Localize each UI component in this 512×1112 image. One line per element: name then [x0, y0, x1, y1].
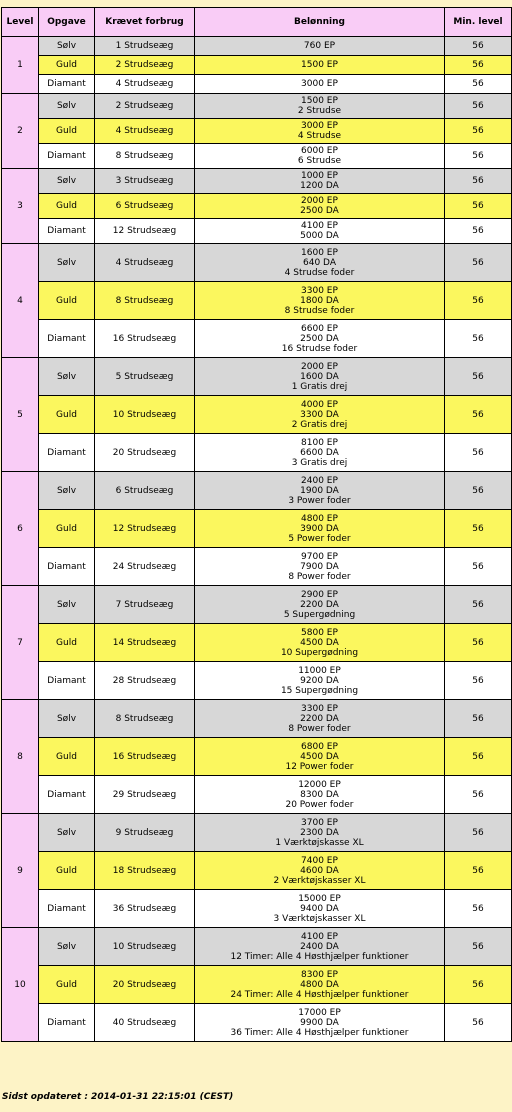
reward-line: 6600 DA: [300, 447, 339, 458]
task-cell: Diamant: [39, 890, 95, 928]
cost-cell: 5 Strudseæg: [95, 358, 195, 396]
reward-line: 4100 EP: [301, 221, 338, 231]
level-cell: 5: [2, 358, 39, 472]
reward-line: 2 Strudse: [297, 106, 342, 116]
reward-line: 4500 DA: [300, 637, 339, 648]
cost-cell: 10 Strudseæg: [95, 928, 195, 966]
table-row: [2, 396, 512, 434]
min-level-cell: 56: [445, 94, 512, 119]
reward-cell: [195, 194, 445, 219]
cost-cell: 36 Strudseæg: [95, 890, 195, 928]
reward-line: 3 Værktøjskasser XL: [273, 913, 366, 924]
reward-line: 6800 EP: [301, 741, 338, 752]
table-row: [2, 75, 512, 94]
reward-cell: [195, 852, 445, 890]
task-cell: Guld: [39, 624, 95, 662]
cost-cell: 4 Strudseæg: [95, 75, 195, 94]
task-cell: Diamant: [39, 144, 95, 169]
reward-line: 8300 EP: [301, 969, 338, 980]
reward-cell: [195, 434, 445, 472]
reward-line: 15000 EP: [298, 893, 341, 904]
cost-cell: 20 Strudseæg: [95, 966, 195, 1004]
task-cell: Guld: [39, 966, 95, 1004]
reward-line: 8 Power foder: [288, 571, 351, 582]
table-row: [2, 814, 512, 852]
reward-cell: [195, 396, 445, 434]
last-updated: Sidst opdateret : 2014-01-31 22:15:01 (CEST): [2, 1092, 234, 1102]
min-level-cell: 56: [445, 662, 512, 700]
reward-cell: [195, 510, 445, 548]
reward-line: 7900 DA: [300, 561, 339, 572]
cost-cell: 7 Strudseæg: [95, 586, 195, 624]
cost-cell: 2 Strudseæg: [95, 56, 195, 75]
min-level-cell: 56: [445, 890, 512, 928]
reward-line: 9400 DA: [300, 903, 339, 914]
cost-cell: 24 Strudseæg: [95, 548, 195, 586]
table-row: [2, 624, 512, 662]
min-level-cell: 56: [445, 244, 512, 282]
reward-line: 1500 EP: [301, 60, 338, 70]
cost-cell: 8 Strudseæg: [95, 144, 195, 169]
cost-cell: 8 Strudseæg: [95, 282, 195, 320]
task-cell: Sølv: [39, 244, 95, 282]
min-level-cell: 56: [445, 928, 512, 966]
reward-line: 16 Strudse foder: [281, 343, 358, 354]
cost-cell: 28 Strudseæg: [95, 662, 195, 700]
reward-line: 6600 EP: [301, 323, 338, 334]
min-level-cell: 56: [445, 194, 512, 219]
reward-cell: [195, 37, 445, 56]
level-cell: 8: [2, 700, 39, 814]
min-level-cell: 56: [445, 966, 512, 1004]
reward-cell: [195, 738, 445, 776]
table-row: [2, 94, 512, 119]
reward-line: 24 Timer: Alle 4 Høsthjælper funktioner: [230, 989, 409, 1000]
task-cell: Sølv: [39, 37, 95, 56]
task-cell: Guld: [39, 119, 95, 144]
min-level-cell: 56: [445, 37, 512, 56]
task-cell: Diamant: [39, 320, 95, 358]
reward-line: 12000 EP: [298, 779, 341, 790]
reward-cell: [195, 244, 445, 282]
min-level-cell: 56: [445, 320, 512, 358]
min-level-cell: 56: [445, 738, 512, 776]
cost-cell: 12 Strudseæg: [95, 219, 195, 244]
reward-line: 1 Gratis drej: [291, 381, 348, 392]
task-cell: Diamant: [39, 548, 95, 586]
table-body: [2, 37, 512, 1042]
reward-line: 3300 EP: [301, 703, 338, 714]
min-level-cell: 56: [445, 219, 512, 244]
reward-line: 36 Timer: Alle 4 Høsthjælper funktioner: [230, 1027, 409, 1038]
reward-cell: [195, 624, 445, 662]
table-row: [2, 169, 512, 194]
reward-line: 2000 EP: [301, 361, 338, 372]
min-level-cell: 56: [445, 700, 512, 738]
reward-cell: [195, 358, 445, 396]
cost-cell: 6 Strudseæg: [95, 472, 195, 510]
min-level-cell: 56: [445, 624, 512, 662]
header-cost: Krævet forbrug: [95, 8, 195, 37]
reward-cell: [195, 890, 445, 928]
cost-cell: 4 Strudseæg: [95, 119, 195, 144]
table-row: [2, 776, 512, 814]
reward-line: 8300 DA: [300, 789, 339, 800]
cost-cell: 2 Strudseæg: [95, 94, 195, 119]
reward-line: 2 Gratis drej: [291, 419, 348, 430]
reward-line: 3900 DA: [300, 523, 339, 534]
reward-line: 4800 EP: [301, 513, 338, 524]
table-row: [2, 144, 512, 169]
task-cell: Sølv: [39, 169, 95, 194]
reward-line: 3700 EP: [301, 817, 338, 828]
reward-cell: [195, 56, 445, 75]
min-level-cell: 56: [445, 472, 512, 510]
reward-cell: [195, 282, 445, 320]
table-row: [2, 738, 512, 776]
cost-cell: 20 Strudseæg: [95, 434, 195, 472]
reward-line: 3000 EP: [301, 121, 338, 131]
min-level-cell: 56: [445, 119, 512, 144]
reward-cell: [195, 814, 445, 852]
reward-line: 8100 EP: [301, 437, 338, 448]
task-cell: Guld: [39, 852, 95, 890]
reward-line: 12 Timer: Alle 4 Høsthjælper funktioner: [230, 951, 409, 962]
table-row: [2, 928, 512, 966]
task-cell: Guld: [39, 194, 95, 219]
reward-line: 3300 DA: [300, 409, 339, 420]
reward-line: 11000 EP: [298, 665, 341, 676]
task-cell: Diamant: [39, 662, 95, 700]
task-cell: Sølv: [39, 358, 95, 396]
min-level-cell: 56: [445, 814, 512, 852]
table-row: [2, 700, 512, 738]
reward-cell: [195, 320, 445, 358]
reward-line: 8 Power foder: [288, 723, 351, 734]
table-row: [2, 966, 512, 1004]
reward-line: 6000 EP: [301, 146, 338, 156]
task-cell: Guld: [39, 510, 95, 548]
reward-line: 2900 EP: [301, 589, 338, 600]
task-cell: Sølv: [39, 700, 95, 738]
reward-cell: [195, 219, 445, 244]
reward-cell: [195, 776, 445, 814]
reward-line: 1500 EP: [301, 96, 338, 106]
reward-line: 12 Power foder: [285, 761, 354, 772]
reward-cell: [195, 586, 445, 624]
min-level-cell: 56: [445, 396, 512, 434]
reward-cell: [195, 662, 445, 700]
min-level-cell: 56: [445, 1004, 512, 1042]
reward-line: 2 Værktøjskasser XL: [273, 875, 366, 886]
reward-line: 1200 DA: [300, 181, 339, 191]
reward-line: 4600 DA: [300, 865, 339, 876]
task-cell: Sølv: [39, 586, 95, 624]
header-row: [2, 8, 512, 37]
cost-cell: 14 Strudseæg: [95, 624, 195, 662]
table-row: [2, 662, 512, 700]
reward-line: 4100 EP: [301, 931, 338, 942]
reward-line: 5 Supergødning: [283, 609, 356, 620]
reward-cell: [195, 700, 445, 738]
reward-line: 5000 DA: [300, 231, 339, 241]
reward-line: 1600 EP: [301, 247, 338, 258]
reward-line: 20 Power foder: [285, 799, 354, 810]
reward-line: 2500 DA: [300, 206, 339, 216]
reward-line: 1 Værktøjskasse XL: [275, 837, 364, 848]
reward-line: 640 DA: [303, 257, 336, 268]
cost-cell: 3 Strudseæg: [95, 169, 195, 194]
reward-line: 1800 DA: [300, 295, 339, 306]
task-cell: Sølv: [39, 928, 95, 966]
min-level-cell: 56: [445, 776, 512, 814]
reward-line: 10 Supergødning: [280, 647, 359, 658]
table-row: [2, 1004, 512, 1042]
reward-line: 17000 EP: [298, 1007, 341, 1018]
reward-line: 1600 DA: [300, 371, 339, 382]
min-level-cell: 56: [445, 358, 512, 396]
min-level-cell: 56: [445, 169, 512, 194]
cost-cell: 16 Strudseæg: [95, 320, 195, 358]
cost-cell: 40 Strudseæg: [95, 1004, 195, 1042]
reward-line: 3 Power foder: [288, 495, 351, 506]
cost-cell: 12 Strudseæg: [95, 510, 195, 548]
task-cell: Diamant: [39, 75, 95, 94]
reward-line: 4800 DA: [300, 979, 339, 990]
level-cell: 2: [2, 94, 39, 169]
task-cell: Guld: [39, 738, 95, 776]
cost-cell: 6 Strudseæg: [95, 194, 195, 219]
reward-cell: [195, 928, 445, 966]
reward-line: 3300 EP: [301, 285, 338, 296]
reward-table-container: [1, 7, 512, 1042]
reward-cell: [195, 472, 445, 510]
table-row: [2, 586, 512, 624]
reward-cell: [195, 1004, 445, 1042]
cost-cell: 4 Strudseæg: [95, 244, 195, 282]
reward-table: [1, 7, 512, 1042]
reward-line: 9700 EP: [301, 551, 338, 562]
reward-line: 8 Strudse foder: [284, 305, 355, 316]
min-level-cell: 56: [445, 434, 512, 472]
task-cell: Sølv: [39, 814, 95, 852]
reward-line: 2200 DA: [300, 599, 339, 610]
table-row: [2, 282, 512, 320]
level-cell: 1: [2, 37, 39, 94]
task-cell: Guld: [39, 56, 95, 75]
reward-line: 4 Strudse foder: [284, 267, 355, 278]
cost-cell: 29 Strudseæg: [95, 776, 195, 814]
table-row: [2, 358, 512, 396]
reward-cell: [195, 94, 445, 119]
reward-line: 2400 DA: [300, 941, 339, 952]
task-cell: Diamant: [39, 434, 95, 472]
reward-line: 5 Power foder: [288, 533, 351, 544]
cost-cell: 8 Strudseæg: [95, 700, 195, 738]
reward-line: 3 Gratis drej: [291, 457, 348, 468]
reward-line: 4500 DA: [300, 751, 339, 762]
table-row: [2, 56, 512, 75]
task-cell: Sølv: [39, 94, 95, 119]
min-level-cell: 56: [445, 144, 512, 169]
task-cell: Diamant: [39, 219, 95, 244]
reward-cell: [195, 169, 445, 194]
reward-cell: [195, 548, 445, 586]
reward-cell: [195, 966, 445, 1004]
reward-line: 1900 DA: [300, 485, 339, 496]
table-row: [2, 890, 512, 928]
table-row: [2, 37, 512, 56]
cost-cell: 9 Strudseæg: [95, 814, 195, 852]
min-level-cell: 56: [445, 586, 512, 624]
min-level-cell: 56: [445, 548, 512, 586]
header-min-level: Min. level: [445, 8, 512, 37]
reward-line: 2000 EP: [301, 196, 338, 206]
cost-cell: 10 Strudseæg: [95, 396, 195, 434]
task-cell: Diamant: [39, 1004, 95, 1042]
level-cell: 7: [2, 586, 39, 700]
reward-line: 2300 DA: [300, 827, 339, 838]
reward-line: 4 Strudse: [297, 131, 342, 141]
min-level-cell: 56: [445, 282, 512, 320]
reward-line: 15 Supergødning: [280, 685, 359, 696]
table-row: [2, 434, 512, 472]
header-reward: Belønning: [195, 8, 445, 37]
header-level: Level: [2, 8, 39, 37]
reward-line: 9200 DA: [300, 675, 339, 686]
task-cell: Sølv: [39, 472, 95, 510]
task-cell: Guld: [39, 396, 95, 434]
min-level-cell: 56: [445, 510, 512, 548]
reward-line: 2400 EP: [301, 475, 338, 486]
min-level-cell: 56: [445, 56, 512, 75]
cost-cell: 16 Strudseæg: [95, 738, 195, 776]
reward-line: 6 Strudse: [297, 156, 342, 166]
level-cell: 9: [2, 814, 39, 928]
table-row: [2, 194, 512, 219]
min-level-cell: 56: [445, 852, 512, 890]
level-cell: 3: [2, 169, 39, 244]
task-cell: Diamant: [39, 776, 95, 814]
table-row: [2, 548, 512, 586]
reward-cell: [195, 119, 445, 144]
reward-cell: [195, 75, 445, 94]
table-row: [2, 852, 512, 890]
reward-cell: [195, 144, 445, 169]
reward-line: 1000 EP: [301, 171, 338, 181]
reward-line: 9900 DA: [300, 1017, 339, 1028]
table-row: [2, 472, 512, 510]
table-row: [2, 219, 512, 244]
level-cell: 6: [2, 472, 39, 586]
cost-cell: 1 Strudseæg: [95, 37, 195, 56]
min-level-cell: 56: [445, 75, 512, 94]
level-cell: 10: [2, 928, 39, 1042]
table-row: [2, 320, 512, 358]
reward-line: 3000 EP: [301, 79, 338, 89]
task-cell: Guld: [39, 282, 95, 320]
cost-cell: 18 Strudseæg: [95, 852, 195, 890]
reward-line: 7400 EP: [301, 855, 338, 866]
table-row: [2, 244, 512, 282]
table-row: [2, 119, 512, 144]
reward-line: 2200 DA: [300, 713, 339, 724]
reward-line: 760 EP: [303, 41, 336, 51]
reward-line: 2500 DA: [300, 333, 339, 344]
table-row: [2, 510, 512, 548]
reward-line: 4000 EP: [301, 399, 338, 410]
header-task: Opgave: [39, 8, 95, 37]
level-cell: 4: [2, 244, 39, 358]
reward-line: 5800 EP: [301, 627, 338, 638]
